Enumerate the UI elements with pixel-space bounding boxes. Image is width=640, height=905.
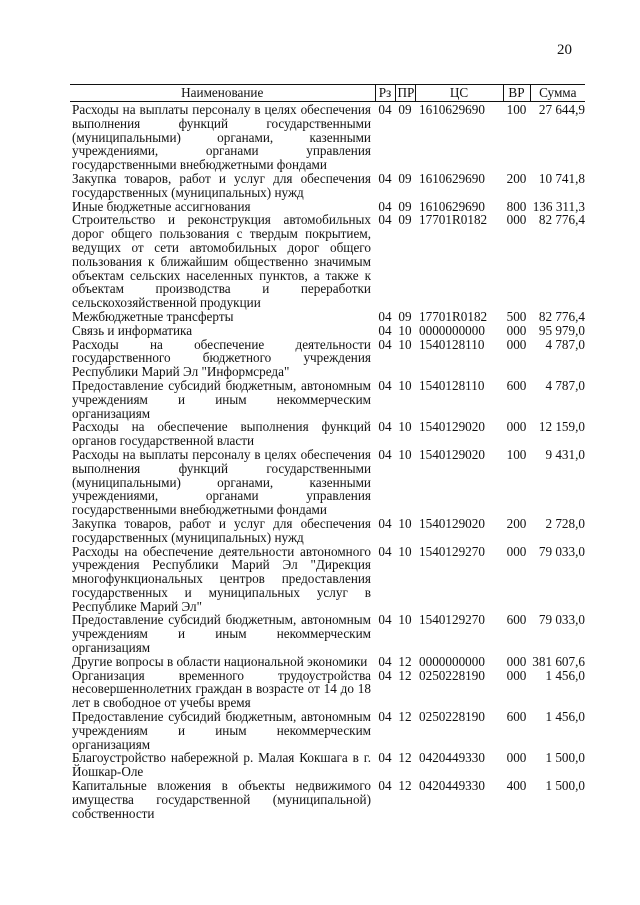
- row-vr: 000: [506, 322, 527, 338]
- row-cs: 1540129020: [419, 419, 485, 435]
- row-vr: 500: [506, 308, 527, 324]
- row-name: Предоставление субсидий бюджетным, автономным учреждениям и иным некоммерческим организациям: [72, 612, 371, 656]
- row-cs: 1540129020: [419, 446, 485, 462]
- row-cs: 1610629690: [419, 170, 485, 186]
- row-name: Расходы на обеспечение деятельности государственного бюджетного учреждения Республики Марий Эл "Информсреда": [72, 336, 371, 380]
- row-vr: 100: [506, 102, 527, 117]
- row-vr: 200: [506, 170, 527, 186]
- row-name: Предоставление субсидий бюджетным, автономным учреждениям и иным некоммерческим организациям: [72, 377, 371, 421]
- table-row: [70, 779, 585, 820]
- row-sum: 1 456,0: [545, 709, 585, 725]
- row-rz: 04: [378, 419, 392, 435]
- row-pr: 09: [398, 198, 412, 214]
- row-rz: 04: [378, 198, 392, 214]
- row-cs: 0420449330: [419, 750, 485, 766]
- row-cs: 1540129270: [419, 612, 485, 628]
- row-rz: 04: [378, 667, 392, 683]
- row-name: Предоставление субсидий бюджетным, автономным учреждениям и иным некоммерческим организациям: [72, 709, 371, 752]
- row-pr: 12: [398, 778, 412, 794]
- row-name: Другие вопросы в области национальной экономики: [72, 653, 368, 669]
- row-cs: 0000000000: [419, 653, 485, 669]
- row-vr: 000: [506, 336, 527, 352]
- row-cs: 1540128110: [419, 336, 485, 352]
- row-rz: 04: [378, 308, 392, 324]
- row-rz: 04: [378, 377, 392, 393]
- row-vr: 100: [506, 446, 527, 462]
- row-sum: 1 500,0: [545, 778, 585, 794]
- row-vr: 000: [506, 419, 527, 435]
- row-sum: 2 728,0: [545, 515, 585, 531]
- row-sum: 4 787,0: [545, 377, 585, 393]
- row-name: Благоустройство набережной р. Малая Кокшага в г. Йошкар-Оле: [72, 750, 371, 780]
- table-body: [70, 102, 585, 821]
- row-name: Расходы на обеспечение выполнения функций органов государственной власти: [72, 419, 371, 449]
- row-sum: 12 159,0: [538, 419, 585, 435]
- row-rz: 04: [378, 709, 392, 725]
- row-vr: 600: [506, 612, 527, 628]
- row-pr: 09: [398, 102, 412, 117]
- table-row: [70, 213, 585, 310]
- row-vr: 600: [506, 709, 527, 725]
- row-name: Расходы на обеспечение деятельности автономного учреждения Республики Марий Эл "Дирекция многофункциональных центров предоставления государственных и муниципальных услуг в Республике Марий Эл": [72, 543, 371, 614]
- row-sum: 27 644,9: [538, 102, 585, 117]
- row-sum: 1 500,0: [545, 750, 585, 766]
- row-cs: 0250228190: [419, 709, 485, 725]
- row-rz: 04: [378, 170, 392, 186]
- row-name: Строительство и реконструкция автомобильных дорог общего пользования с твердым покрытием, ведущих от сети автомобильных дорог общего пользования к ближайшим общественно значимым объектам сельских населенных пунктов, а также к объектам производства и переработки сельскохозяйственной продукции: [72, 212, 371, 311]
- row-pr: 09: [398, 308, 412, 324]
- row-pr: 10: [398, 419, 412, 435]
- table-row: [70, 710, 585, 751]
- row-rz: 04: [378, 653, 392, 669]
- row-rz: 04: [378, 515, 392, 531]
- table-row: [70, 545, 585, 614]
- table-row: [70, 172, 585, 200]
- row-sum: 82 776,4: [538, 212, 585, 228]
- row-name: Связь и информатика: [72, 322, 193, 338]
- header-rz: Рз: [375, 85, 395, 102]
- row-sum: 4 787,0: [545, 336, 585, 352]
- row-rz: 04: [378, 212, 392, 228]
- row-name: Расходы на выплаты персоналу в целях обеспечения выполнения функций государственными (муниципальными) органами, казенными учреждениями, органами управления государственными внебюджетными фондами: [72, 446, 371, 518]
- row-vr: 200: [506, 515, 527, 531]
- row-pr: 10: [398, 377, 412, 393]
- row-pr: 10: [398, 322, 412, 338]
- table-row: [70, 448, 585, 517]
- budget-table: [70, 84, 585, 820]
- row-pr: 09: [398, 212, 412, 228]
- table-row: [70, 310, 585, 324]
- table-row: [70, 324, 585, 338]
- row-pr: 09: [398, 170, 412, 186]
- table-row: [70, 751, 585, 779]
- row-name: Иные бюджетные ассигнования: [72, 198, 251, 214]
- row-vr: 000: [506, 667, 527, 683]
- row-cs: 17701R0182: [419, 308, 488, 324]
- row-rz: 04: [378, 543, 392, 559]
- row-rz: 04: [378, 102, 392, 117]
- row-cs: 1540128110: [419, 377, 485, 393]
- row-vr: 000: [506, 212, 527, 228]
- row-pr: 10: [398, 612, 412, 628]
- row-pr: 12: [398, 709, 412, 725]
- table-header-row: [70, 85, 585, 102]
- row-pr: 12: [398, 750, 412, 766]
- row-name: Закупка товаров, работ и услуг для обеспечения государственных (муниципальных) нужд: [72, 515, 371, 545]
- table-row: [70, 517, 585, 545]
- row-pr: 10: [398, 336, 412, 352]
- row-sum: 79 033,0: [538, 612, 585, 628]
- row-sum: 95 979,0: [538, 322, 585, 338]
- header-cs: ЦС: [415, 85, 503, 102]
- row-pr: 10: [398, 446, 412, 462]
- row-sum: 82 776,4: [538, 308, 585, 324]
- header-name: Наименование: [70, 85, 375, 102]
- table-row: [70, 613, 585, 654]
- row-cs: 1610629690: [419, 102, 485, 117]
- header-vr: ВР: [503, 85, 530, 102]
- row-vr: 000: [506, 543, 527, 559]
- row-name: Закупка товаров, работ и услуг для обеспечения государственных (муниципальных) нужд: [72, 170, 371, 200]
- row-sum: 9 431,0: [545, 446, 585, 462]
- row-sum: 79 033,0: [538, 543, 585, 559]
- row-name: Расходы на выплаты персоналу в целях обеспечения выполнения функций государственными (муниципальными) органами, казенными учреждениями, органами управления государственными внебюджетными фондами: [72, 102, 371, 173]
- row-sum: 381 607,6: [532, 653, 585, 669]
- header-sum: Сумма: [530, 85, 585, 102]
- row-rz: 04: [378, 446, 392, 462]
- row-cs: 0000000000: [419, 322, 485, 338]
- row-sum: 136 311,3: [532, 198, 585, 214]
- row-rz: 04: [378, 336, 392, 352]
- row-cs: 17701R0182: [419, 212, 488, 228]
- row-cs: 1610629690: [419, 198, 485, 214]
- table-row: [70, 379, 585, 420]
- row-cs: 1540129270: [419, 543, 485, 559]
- table-row: [70, 200, 585, 214]
- row-pr: 10: [398, 515, 412, 531]
- table-row: [70, 420, 585, 448]
- row-rz: 04: [378, 322, 392, 338]
- row-vr: 600: [506, 377, 527, 393]
- row-cs: 0250228190: [419, 667, 485, 683]
- row-pr: 12: [398, 667, 412, 683]
- row-name: Межбюджетные трансферты: [72, 308, 234, 324]
- row-cs: 0420449330: [419, 778, 485, 794]
- page-number: 20: [557, 42, 572, 58]
- table-row: [70, 102, 585, 172]
- row-pr: 12: [398, 653, 412, 669]
- row-vr: 400: [506, 778, 527, 794]
- row-sum: 1 456,0: [545, 667, 585, 683]
- row-rz: 04: [378, 612, 392, 628]
- table-row: [70, 669, 585, 710]
- row-vr: 800: [506, 198, 527, 214]
- row-name: Организация временного трудоустройства несовершеннолетних граждан в возрасте от 14 до 18 лет в свободное от учебы время: [72, 667, 371, 711]
- row-name: Капитальные вложения в объекты недвижимого имущества государственной (муниципальной) собственности: [72, 778, 371, 821]
- row-pr: 10: [398, 543, 412, 559]
- header-pr: ПР: [395, 85, 415, 102]
- row-cs: 1540129020: [419, 515, 485, 531]
- row-rz: 04: [378, 778, 392, 794]
- row-vr: 000: [506, 750, 527, 766]
- table-row: [70, 655, 585, 669]
- row-vr: 000: [506, 653, 527, 669]
- table-row: [70, 338, 585, 379]
- row-rz: 04: [378, 750, 392, 766]
- row-sum: 10 741,8: [538, 170, 585, 186]
